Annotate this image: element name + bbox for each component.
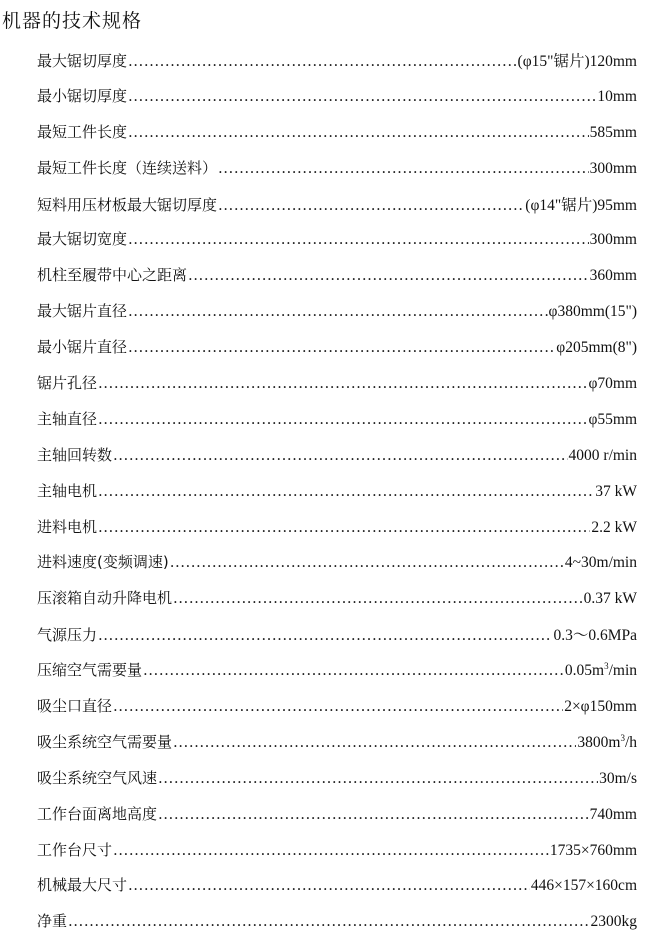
spec-label: 工作台面离地高度 (37, 804, 158, 823)
spec-value (565, 662, 637, 680)
leader-dots (218, 159, 589, 177)
spec-row (37, 767, 637, 803)
spec-row (37, 444, 637, 480)
spec-value: 740mm (589, 805, 637, 823)
value-tail: /min (608, 662, 637, 680)
spec-value: 30m/s (599, 769, 637, 787)
spec-label: 吸尘口直径 (37, 697, 113, 716)
spec-value: 4~30m/min (564, 554, 637, 572)
spec-value: 10mm (597, 87, 637, 105)
spec-value: 360mm (589, 267, 637, 285)
leader-dots (173, 733, 576, 751)
spec-label: 最大锯切宽度 (37, 230, 128, 249)
spec-label: 最短工件长度 (37, 122, 128, 141)
spec-value: 2.2 kW (591, 518, 637, 536)
spec-label: 最小锯切厚度 (37, 86, 128, 105)
spec-label: 净重 (37, 912, 68, 931)
spec-label: 压滚箱自动升降电机 (37, 589, 173, 608)
spec-row (37, 803, 637, 839)
leader-dots (173, 589, 583, 607)
spec-label: 工作台尺寸 (37, 840, 113, 859)
spec-label: 进料速度(变频调速) (37, 553, 169, 572)
spec-value: 0.37 kW (583, 590, 637, 608)
spec-label: 主轴电机 (37, 481, 98, 500)
leader-dots (128, 338, 555, 356)
spec-label: 主轴回转数 (37, 445, 113, 464)
leader-dots (113, 697, 563, 715)
spec-value: 37 kW (595, 482, 637, 500)
spec-row (37, 300, 637, 336)
leader-dots (143, 661, 564, 679)
spec-row (37, 516, 637, 552)
leader-dots (218, 196, 524, 214)
spec-label: 进料电机 (37, 517, 98, 536)
value-main: 0.05m (564, 662, 605, 680)
spec-value (577, 734, 637, 752)
spec-value: φ380mm(15") (548, 303, 637, 321)
spec-value: 0.3～0.6MPa (553, 627, 637, 645)
leader-dots (158, 769, 598, 787)
spec-value: 4000 r/min (568, 446, 637, 464)
leader-dots (170, 553, 564, 571)
value-superscript: 3 (620, 732, 625, 743)
leader-dots (128, 123, 589, 141)
leader-dots (98, 410, 587, 428)
spec-row (37, 85, 637, 121)
leader-dots (128, 87, 596, 105)
spec-value: φ55mm (588, 410, 637, 428)
value-superscript: 3 (604, 660, 609, 671)
spec-row (37, 193, 637, 229)
spec-value: 585mm (589, 123, 637, 141)
leader-dots (113, 446, 568, 464)
spec-row (37, 264, 637, 300)
spec-label: 机柱至履带中心之距离 (37, 266, 188, 285)
spec-row (37, 623, 637, 659)
spec-label: 机械最大尺寸 (37, 876, 128, 895)
spec-value: φ205mm(8") (556, 339, 637, 357)
spec-value: 300mm (589, 159, 637, 177)
leader-dots (68, 912, 589, 930)
spec-row (37, 121, 637, 157)
spec-value: (φ15"锯片)120mm (517, 53, 637, 70)
spec-label: 短料用压材板最大锯切厚度 (37, 195, 218, 214)
spec-list (37, 49, 637, 946)
spec-label: 最小锯片直径 (37, 338, 128, 357)
spec-value: 2×φ150mm (564, 698, 637, 716)
spec-row (37, 228, 637, 264)
spec-value: 300mm (589, 231, 637, 249)
spec-label: 最短工件长度（连续送料） (37, 158, 218, 177)
spec-label: 压缩空气需要量 (37, 661, 143, 680)
leader-dots (128, 52, 517, 70)
spec-label: 气源压力 (37, 626, 98, 645)
spec-row (37, 336, 637, 372)
leader-dots (98, 374, 587, 392)
spec-row (37, 408, 637, 444)
leader-dots (128, 302, 548, 320)
value-tail: /h (624, 733, 637, 751)
leader-dots (113, 841, 549, 859)
leader-dots (128, 876, 530, 894)
spec-row (37, 49, 637, 85)
spec-row (37, 839, 637, 875)
spec-value: 2300kg (590, 913, 637, 931)
spec-row (37, 910, 637, 946)
spec-row (37, 659, 637, 695)
spec-row (37, 695, 637, 731)
spec-label: 主轴直径 (37, 409, 98, 428)
spec-row (37, 551, 637, 587)
spec-value: 1735×760mm (549, 841, 637, 859)
spec-label: 最大锯片直径 (37, 302, 128, 321)
page-title: 机器的技术规格 (2, 10, 143, 32)
spec-label: 锯片孔径 (37, 374, 98, 393)
spec-row (37, 157, 637, 193)
spec-label: 吸尘系统空气风速 (37, 768, 158, 787)
spec-label: 最大锯切厚度 (37, 52, 128, 70)
spec-row (37, 587, 637, 623)
spec-value: φ70mm (588, 375, 637, 393)
leader-dots (188, 266, 589, 284)
spec-label: 吸尘系统空气需要量 (37, 732, 173, 751)
spec-row (37, 480, 637, 516)
value-main: 3800m (577, 733, 621, 751)
spec-row (37, 372, 637, 408)
spec-row (37, 874, 637, 910)
spec-row (37, 731, 637, 767)
leader-dots (98, 518, 590, 536)
spec-value: (φ14"锯片)95mm (525, 196, 637, 214)
leader-dots (98, 626, 552, 644)
leader-dots (158, 805, 589, 823)
spec-value: 446×157×160cm (530, 877, 637, 895)
leader-dots (128, 230, 589, 248)
leader-dots (98, 482, 594, 500)
